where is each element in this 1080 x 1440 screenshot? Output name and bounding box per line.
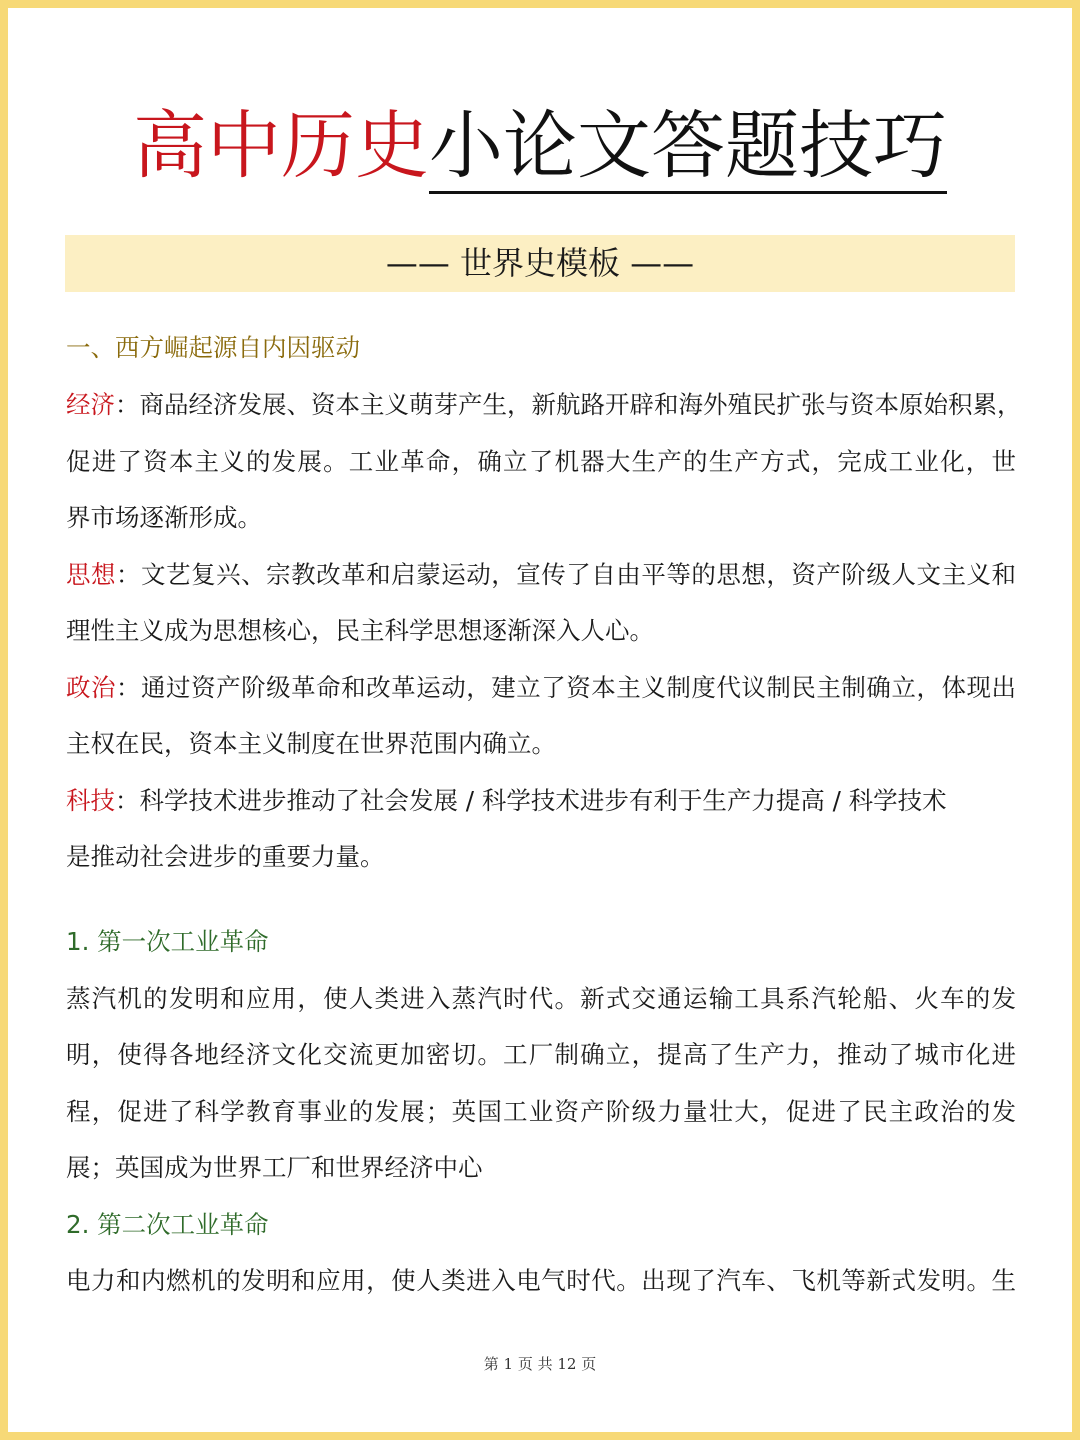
thought-paragraph-line: 理性主义成为思想核心，民主科学思想逐渐深入人心。 [66, 616, 654, 645]
tech-text: ：科学技术进步推动了社会发展 / 科学技术进步有利于生产力提高 / 科学技术 [115, 786, 947, 815]
paragraph-line: 电力和内燃机的发明和应用，使人类进入电气时代。出现了汽车、飞机等新式发明。生 [66, 1266, 1016, 1295]
politics-paragraph-line: 主权在民，资本主义制度在世界范围内确立。 [66, 729, 556, 758]
economy-paragraph-line [66, 388, 1022, 422]
document-page [8, 8, 1072, 1432]
title-part-red: 高中历史 [133, 103, 429, 189]
tech-paragraph-line [66, 784, 1026, 818]
thought-paragraph-line [66, 558, 1016, 592]
paragraph-line: 程，促进了科学教育事业的发展；英国工业资产阶级力量壮大，促进了民主政治的发 [66, 1097, 1016, 1126]
politics-text: ：通过资产阶级革命和改革运动，建立了资本主义制度代议制民主制确立，体现出 [116, 673, 1017, 702]
section-heading: 一、西方崛起源自内因驱动 [66, 333, 360, 362]
paragraph-line: 明，使得各地经济文化交流更加密切。工厂制确立，提高了生产力，推动了城市化进 [66, 1040, 1016, 1069]
page-footer: 第 1 页 共 12 页 [483, 1355, 597, 1373]
politics-label: 政治 [66, 673, 117, 702]
economy-paragraph-line: 界市场逐渐形成。 [66, 503, 262, 532]
economy-label: 经济 [66, 390, 115, 419]
economy-paragraph-line: 促进了资本主义的发展。工业革命，确立了机器大生产的生产方式，完成工业化，世 [66, 447, 1016, 476]
subsection-heading: 2. 第二次工业革命 [66, 1210, 269, 1239]
thought-label: 思想 [66, 560, 117, 589]
economy-text: ：商品经济发展、资本主义萌芽产生，新航路开辟和海外殖民扩张与资本原始积累， [115, 390, 1022, 419]
tech-paragraph-line: 是推动社会进步的重要力量。 [66, 842, 385, 871]
page-title [8, 100, 1072, 192]
politics-paragraph-line [66, 671, 1016, 705]
tech-label: 科技 [66, 786, 115, 815]
subsection-heading: 1. 第一次工业革命 [66, 927, 269, 956]
paragraph-line: 蒸汽机的发明和应用，使人类进入蒸汽时代。新式交通运输工具系汽轮船、火车的发 [66, 984, 1016, 1013]
section-banner: —— 世界史模板 —— [65, 235, 1015, 292]
paragraph-line: 展；英国成为世界工厂和世界经济中心 [66, 1153, 483, 1182]
thought-text: ：文艺复兴、宗教改革和启蒙运动，宣传了自由平等的思想，资产阶级人文主义和 [116, 560, 1017, 589]
title-part-underlined: 小论文答题技巧 [429, 103, 947, 194]
